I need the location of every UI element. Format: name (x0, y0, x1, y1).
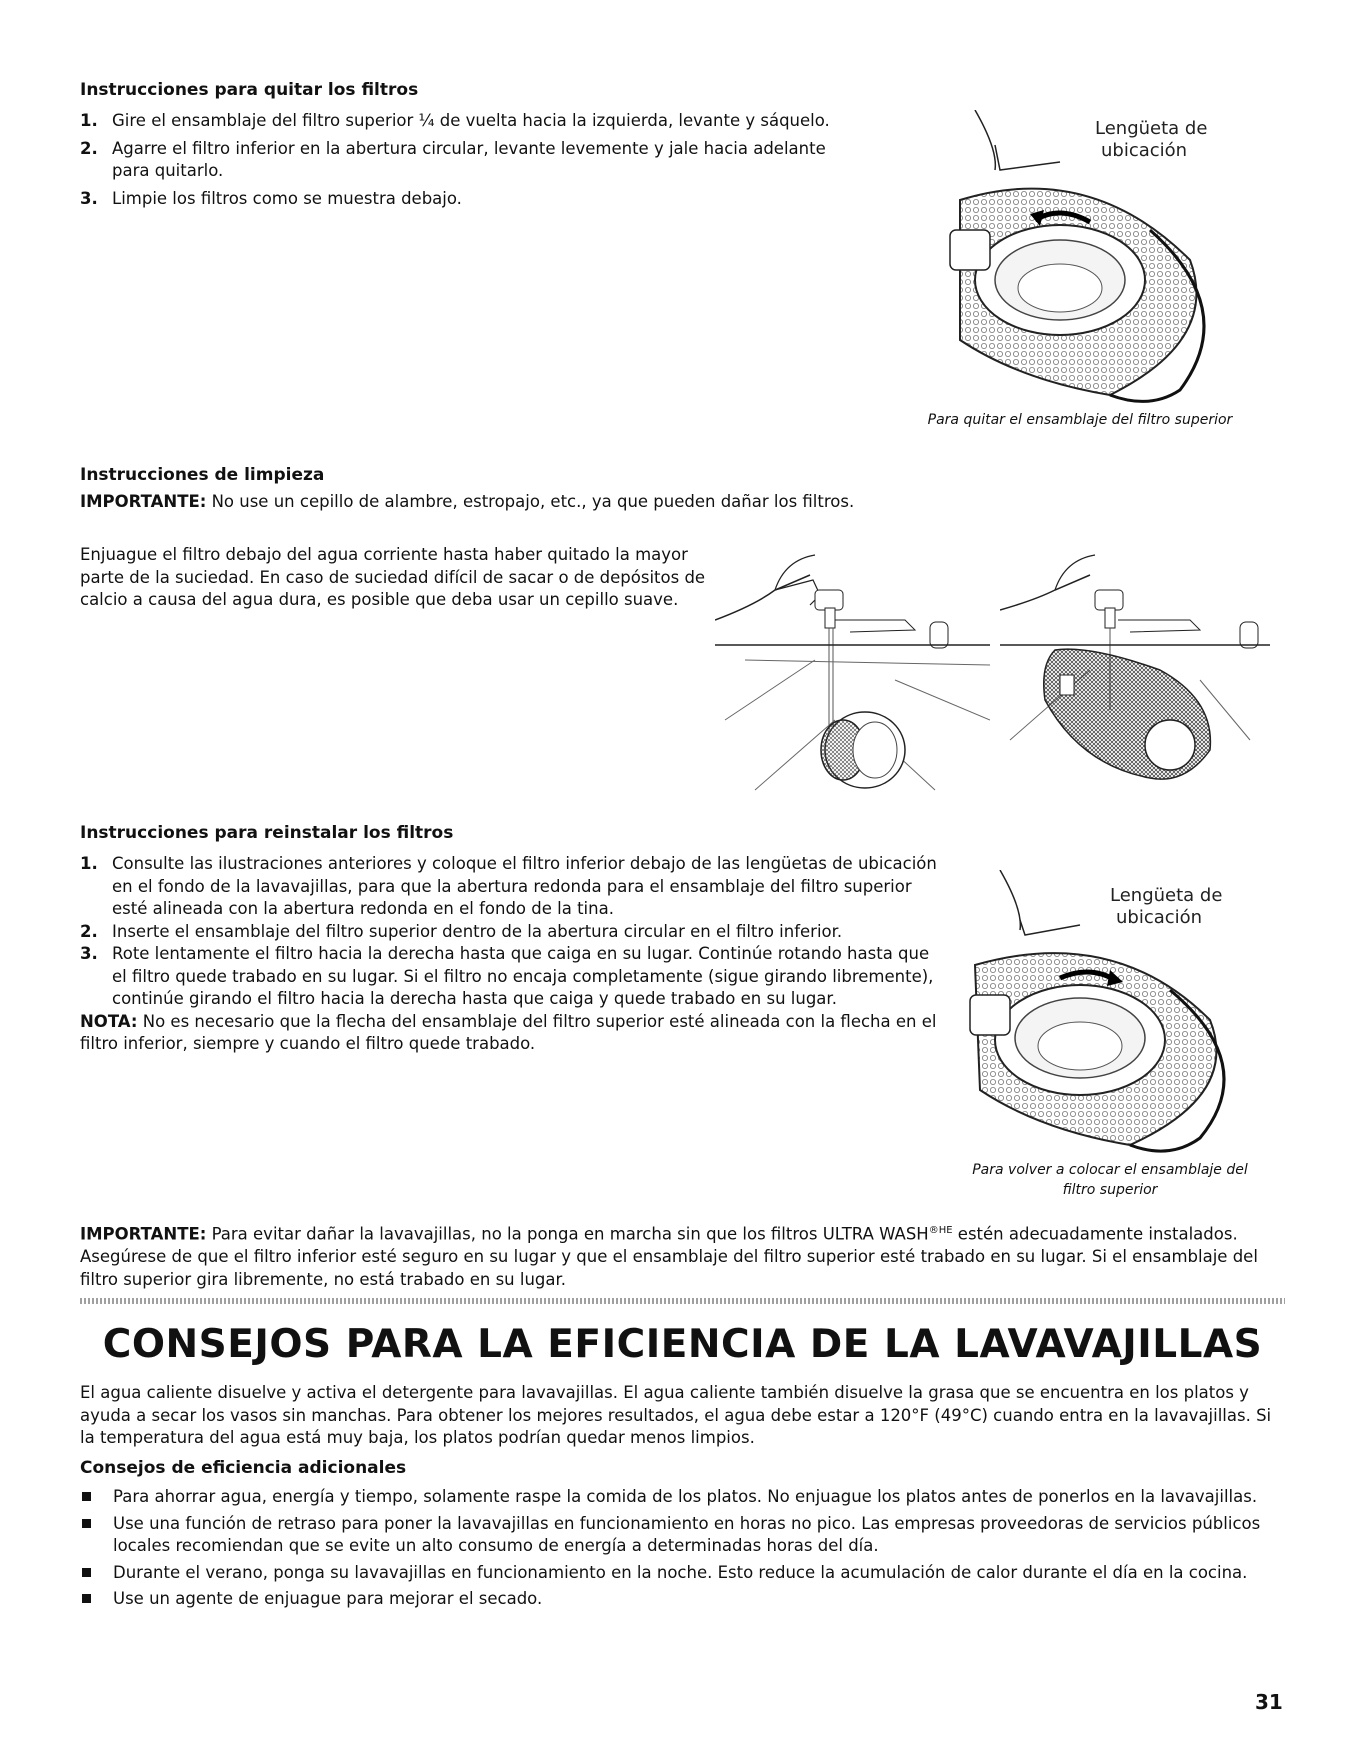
step-text: Inserte el ensamblaje del filtro superior dentro de la abertura circular en el filtro inferior. (112, 921, 843, 941)
step-text: Consulte las ilustraciones anteriores y coloque el filtro inferior debajo de las lengüetas de ubicación en el fondo de la lavavajillas, para que la abertura redonda para el ensamblaje del filtro superior esté alineada con la abertura redonda en el fondo de la tina. (112, 854, 937, 918)
note-label: NOTA: (80, 1011, 138, 1031)
reinstall-section (80, 823, 940, 1056)
tips-heading: Consejos de eficiencia adicionales (80, 1458, 407, 1478)
step-text: Limpie los filtros como se muestra debajo. (112, 188, 462, 208)
remove-steps-list (80, 110, 860, 210)
important-warning (80, 1220, 1285, 1291)
callout-line: Lengüeta de (1110, 885, 1223, 906)
bullet-icon (82, 1492, 91, 1501)
step-text: Agarre el filtro inferior en la abertura circular, levante levemente y jale hacia adelante para quitarlo. (112, 138, 826, 180)
step-number: 2. (80, 921, 98, 941)
bullet-icon (82, 1594, 91, 1603)
bullet-text: Use una función de retraso para poner la lavavajillas en funcionamiento en horas no pico. Las empresas proveedoras de servicios públicos locales recomiendan que se evite un alto consumo de energía a determinadas horas del día. (113, 1513, 1261, 1555)
figure-caption: Para quitar el ensamblaje del filtro superior (927, 412, 1233, 428)
step-number: 3. (80, 944, 98, 963)
page-title: CONSEJOS PARA LA EFICIENCIA DE LA LAVAVAJILLAS (102, 1322, 1263, 1367)
figure-caption (930, 1160, 1290, 1200)
important-label: IMPORTANTE: (80, 1224, 207, 1244)
list-item (80, 1513, 1285, 1558)
list-item (80, 110, 860, 133)
callout-line: ubicación (1116, 907, 1203, 928)
efficiency-paragraph: El agua caliente disuelve y activa el detergente para lavavajillas. El agua caliente también disuelve la grasa que se encuentra en los platos y ayuda a secar los vasos sin manchas. Para obtener los mejores resultados, el agua debe estar a 120°F (49°C) cuando entra en la lavavajillas. Si la temperatura del agua está muy baja, los platos podrían quedar menos limpios. (80, 1383, 1272, 1447)
rinse-upper-filter-illustration (715, 550, 990, 795)
list-item (80, 1588, 1285, 1611)
trademark-superscript: ®HE (928, 1225, 953, 1236)
bullet-icon (82, 1568, 91, 1577)
caption-line: Para volver a colocar el ensamblaje del (972, 1162, 1248, 1178)
list-item (80, 943, 940, 1011)
list-item (80, 188, 860, 211)
remove-heading: Instrucciones para quitar los filtros (80, 80, 419, 100)
remove-section (80, 80, 860, 215)
step-number: 3. (80, 188, 98, 208)
step-number: 1. (80, 854, 98, 873)
list-item (80, 921, 940, 944)
efficiency-tips (80, 1458, 1285, 1615)
section-divider (80, 1298, 1285, 1304)
callout-label (1110, 885, 1222, 929)
page-number: 31 (1255, 1690, 1283, 1714)
important-text: No use un cepillo de alambre, estropajo, etc., ya que pueden dañar los filtros. (206, 492, 855, 511)
list-item (80, 138, 860, 183)
callout-line: ubicación (1101, 140, 1188, 161)
cleaning-section (80, 465, 1280, 514)
step-text: Gire el ensamblaje del filtro superior ¼ de vuelta hacia la izquierda, levante y sáquelo. (112, 111, 830, 130)
important-text: Para evitar dañar la lavavajillas, no la ponga en marcha sin que los filtros ULTRA WASH (206, 1224, 929, 1244)
bullet-text: Durante el verano, ponga su lavavajillas en funcionamiento en la noche. Esto reduce la acumulación de calor durante el día en la cocina. (113, 1562, 1248, 1582)
reinstall-steps-list (80, 853, 940, 1011)
bullet-icon (82, 1519, 91, 1528)
list-item (80, 1486, 1285, 1509)
callout-line: Lengüeta de (1095, 118, 1208, 139)
step-text: Rote lentamente el filtro hacia la derecha hasta que caiga en su lugar. Continúe rotando hasta que el filtro quede trabado en su lugar. Si el filtro no encaja completamente (sigue girando libremente), continúe girando el filtro hacia la derecha hasta que caiga y quede trabado en su lugar. (112, 944, 934, 1008)
list-item (80, 853, 940, 921)
cleaning-paragraph: Enjuague el filtro debajo del agua corriente hasta haber quitado la mayor parte de la suciedad. En caso de suciedad difícil de sacar o de depósitos de calcio a causa del agua dura, es posible que deba usar un cepillo suave. (80, 545, 706, 609)
list-item (80, 1562, 1285, 1585)
cleaning-important (80, 491, 1280, 514)
reinstall-heading: Instrucciones para reinstalar los filtros (80, 823, 454, 843)
reinstall-note (80, 1011, 940, 1056)
tips-list (80, 1486, 1285, 1611)
caption-line: filtro superior (1062, 1182, 1158, 1198)
important-label: IMPORTANTE: (80, 492, 207, 511)
bullet-text: Use un agente de enjuague para mejorar el secado. (113, 1589, 543, 1608)
step-number: 1. (80, 111, 98, 130)
note-text: No es necesario que la flecha del ensamblaje del filtro superior esté alineada con la flecha en el filtro inferior, siempre y cuando el filtro quede trabado. (80, 1011, 937, 1053)
important-text: estén adecuadamente instalados. Asegúrese de que el filtro inferior esté seguro en su lugar y que el ensamblaje del filtro superior esté trabado en su lugar. Si el ensamblaje del filtro superior gira libremente, no está trabado en su lugar. (80, 1224, 1258, 1289)
step-number: 2. (80, 138, 98, 158)
cleaning-heading: Instrucciones de limpieza (80, 465, 325, 485)
callout-label (1095, 118, 1207, 162)
bullet-text: Para ahorrar agua, energía y tiempo, solamente raspe la comida de los platos. No enjuague los platos antes de ponerlos en la lavavajillas. (113, 1487, 1258, 1506)
rinse-lower-filter-illustration (1000, 550, 1270, 795)
